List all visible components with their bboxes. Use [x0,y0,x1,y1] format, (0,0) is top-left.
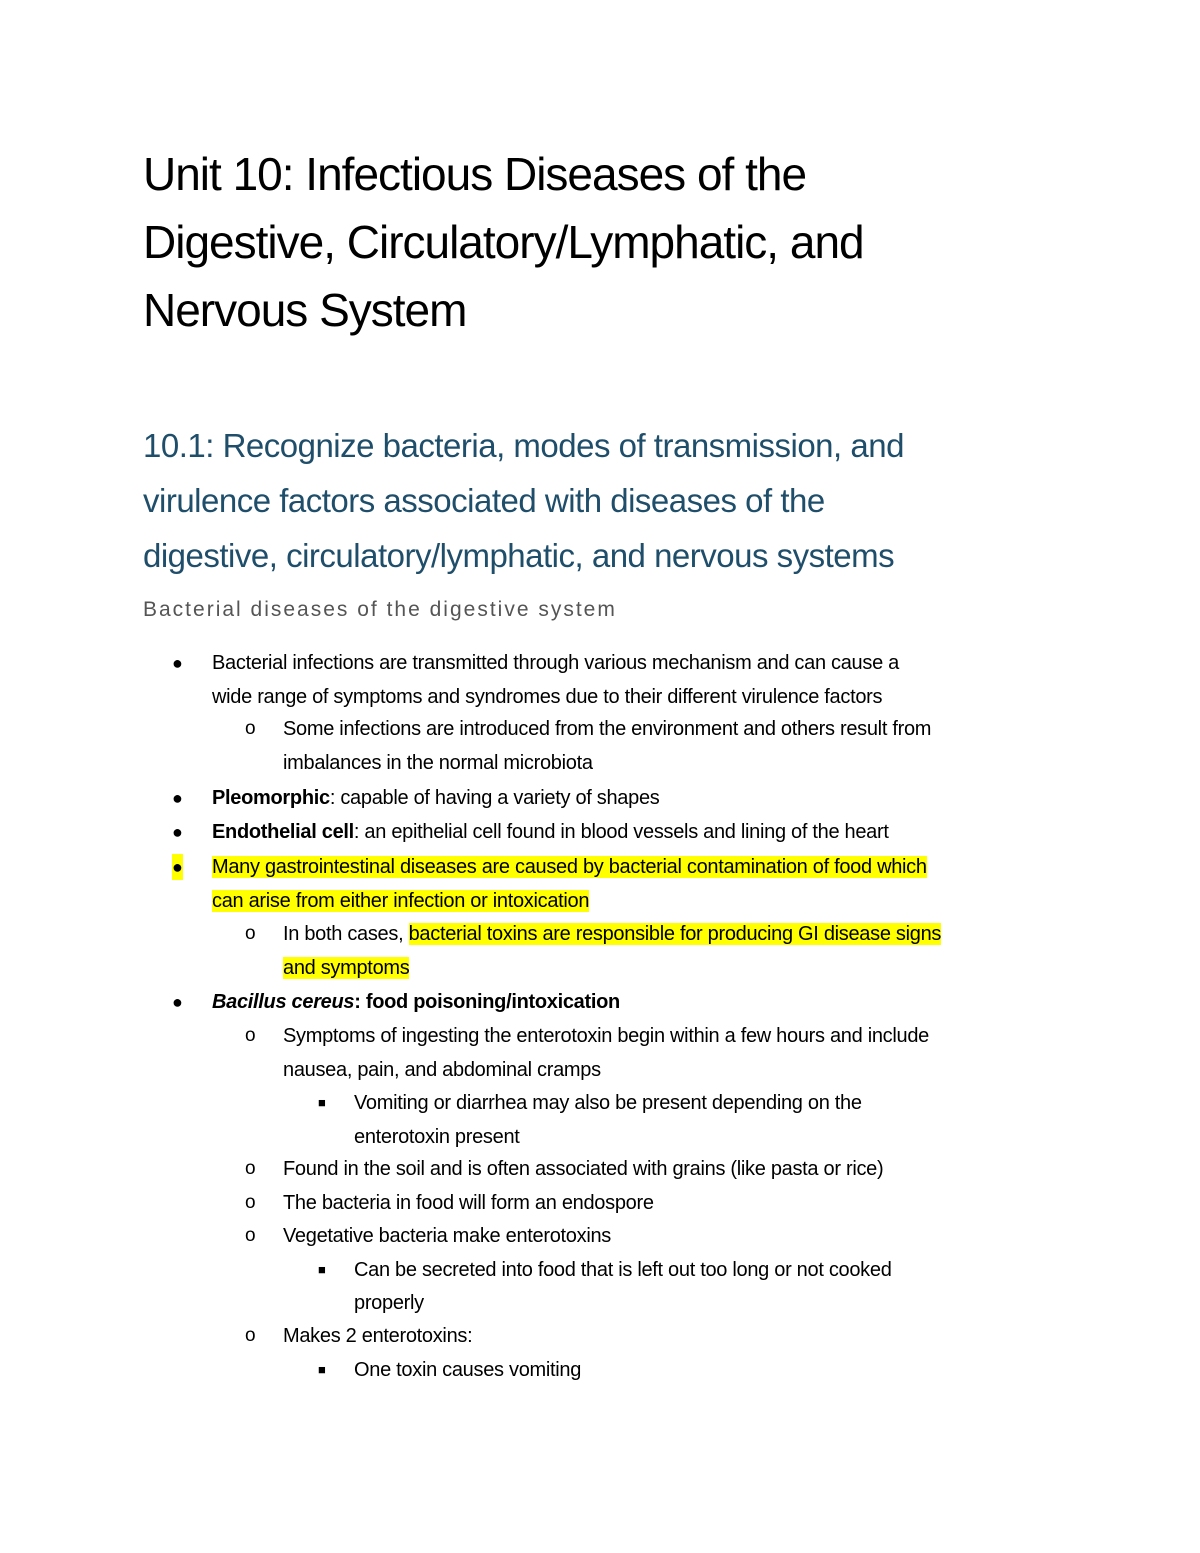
list-item-text: Can be secreted into food that is left out too long or not cooked [354,1259,892,1281]
list-item-text [212,888,589,914]
list-item-text: Vegetative bacteria make enterotoxins [283,1225,611,1247]
title-line: Digestive, Circulatory/Lymphatic, and [143,216,864,268]
title-line: Nervous System [143,284,467,336]
definition: : food poisoning/intoxication [354,991,620,1013]
list-item-text: nausea, pain, and abdominal cramps [283,1059,601,1081]
list-item [212,989,620,1015]
sub-sub-bullet-marker: ■ [318,1362,326,1377]
list-item-text [283,921,941,947]
sub-bullet-marker: o [245,1158,256,1179]
list-item-text: The bacteria in food will form an endospore [283,1192,654,1214]
list-item [212,785,659,811]
list-item-text: Bacterial infections are transmitted through various mechanism and can cause a [212,652,899,674]
bullet-marker: ● [172,854,183,880]
heading-line: digestive, circulatory/lymphatic, and nervous systems [143,537,895,574]
list-item-text: properly [354,1292,424,1314]
list-item-text: wide range of symptoms and syndromes due to their different virulence factors [212,686,883,708]
bullet-marker: ● [172,788,183,808]
sub-bullet-marker: o [245,718,256,739]
list-item-text: Found in the soil and is often associated with grains (like pasta or rice) [283,1158,884,1180]
sub-bullet-marker: o [245,1192,256,1213]
section-heading [143,418,1103,583]
subsection-heading: Bacterial diseases of the digestive system [143,598,617,621]
list-item-text: Symptoms of ingesting the enterotoxin begin within a few hours and include [283,1025,929,1047]
title-line: Unit 10: Infectious Diseases of the [143,148,807,200]
heading-line: virulence factors associated with diseases of the [143,482,825,519]
highlighted-text: bacterial toxins are responsible for producing GI disease signs [408,923,942,945]
term: Endothelial cell [212,821,354,843]
organism-name: Bacillus cereus [212,991,355,1013]
heading-line: 10.1: Recognize bacteria, modes of transmission, and [143,427,904,464]
sub-bullet-marker: o [245,1325,256,1346]
list-item [212,819,889,845]
list-item-text [212,854,927,880]
sub-bullet-marker: o [245,1225,256,1246]
page-title [143,140,1103,344]
highlighted-text: and symptoms [283,957,410,979]
plain-text: In both cases, [283,923,409,945]
bullet-marker: ● [172,822,183,842]
sub-sub-bullet-marker: ■ [318,1262,326,1277]
bullet-marker: ● [172,653,183,673]
highlighted-text: can arise from either infection or intoxication [212,890,590,912]
definition: : an epithelial cell found in blood vessels and lining of the heart [353,821,889,843]
sub-bullet-marker: o [245,1025,256,1046]
list-item-text: Vomiting or diarrhea may also be present depending on the [354,1092,862,1114]
list-item-text: imbalances in the normal microbiota [283,752,593,774]
bullet-marker: ● [172,992,183,1012]
list-item-text: Some infections are introduced from the environment and others result from [283,718,932,740]
list-item-text [283,955,409,981]
sub-bullet-marker: o [245,923,256,944]
term: Pleomorphic [212,787,330,809]
list-item-text: enterotoxin present [354,1126,520,1148]
list-item-text: One toxin causes vomiting [354,1359,582,1381]
definition: : capable of having a variety of shapes [329,787,660,809]
list-item-text: Makes 2 enterotoxins: [283,1325,473,1347]
highlighted-text: Many gastrointestinal diseases are caused by bacterial contamination of food which [212,856,927,878]
sub-sub-bullet-marker: ■ [318,1095,326,1110]
